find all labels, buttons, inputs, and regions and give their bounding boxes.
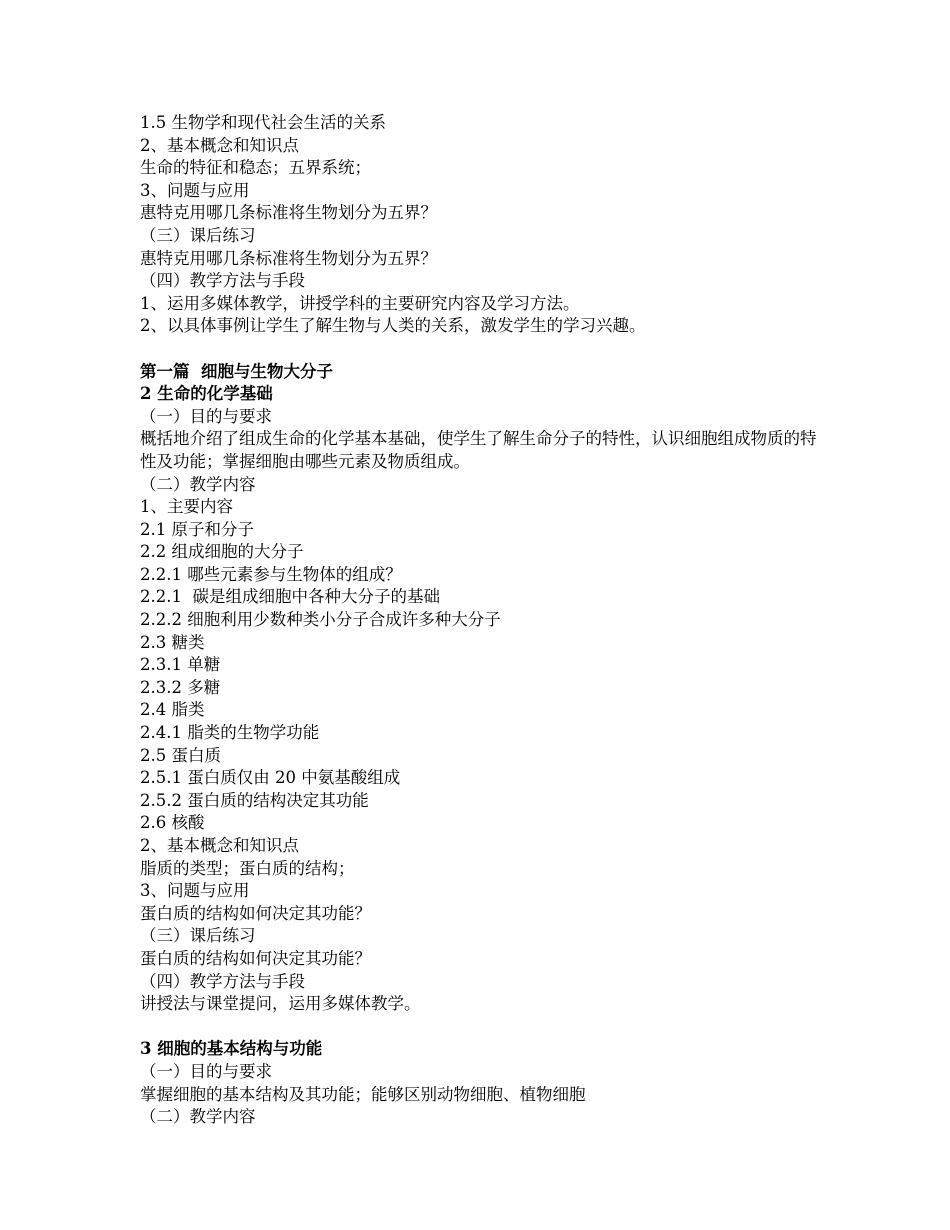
body-text: 蛋白质的结构如何决定其功能？ (140, 903, 371, 923)
outline-item: 2.2.1 哪些元素参与生物体的组成？ (140, 564, 402, 584)
subsection-heading: 2、基本概念和知识点 (140, 836, 299, 855)
subsection-heading: （一）目的与要求 (140, 1061, 272, 1081)
subsection-heading: （四）教学方法与手段 (140, 971, 305, 991)
subsection-heading: 3、问题与应用 (140, 881, 250, 901)
body-text: 掌握细胞的基本结构及其功能；能够区别动物细胞、植物细胞 (140, 1084, 586, 1104)
body-text: 蛋白质的结构如何决定其功能？ (140, 948, 371, 968)
chapter-title: 2 生命的化学基础 (140, 384, 273, 404)
part-title: 第一篇 细胞与生物大分子 (140, 361, 333, 381)
subsection-heading: （三）课后练习 (140, 926, 256, 946)
outline-item: 2.2 组成细胞的大分子 (140, 542, 304, 562)
outline-item: 2.3 糖类 (140, 632, 205, 652)
outline-item: 2.2.1 碳是组成细胞中各种大分子的基础 (140, 587, 440, 607)
outline-item: 2.2.2 细胞利用少数种类小分子合成许多种大分子 (140, 610, 501, 630)
document-page (140, 112, 820, 1129)
blank-line (140, 1016, 820, 1039)
outline-item: 2.1 原子和分子 (140, 519, 254, 539)
subsection-heading: 3、问题与应用 (140, 180, 250, 200)
outline-item: 2.5.2 蛋白质的结构决定其功能 (140, 790, 369, 810)
subsection-heading: （四）教学方法与手段 (140, 271, 305, 291)
body-text: 生命的特征和稳态；五界系统； (140, 158, 371, 178)
subsection-heading: （一）目的与要求 (140, 406, 272, 426)
outline-item: 2.3.2 多糖 (140, 677, 221, 697)
body-text: 脂质的类型；蛋白质的结构； (140, 858, 355, 878)
outline-item: 2.3.1 单糖 (140, 655, 221, 675)
subsection-heading: 2、基本概念和知识点 (140, 135, 299, 155)
outline-item: 2.5 蛋白质 (140, 745, 221, 765)
subsection-heading: 1、主要内容 (140, 497, 233, 517)
chapter-title: 3 细胞的基本结构与功能 (140, 1039, 323, 1059)
body-text: 讲授法与课堂提问，运用多媒体教学。 (140, 994, 421, 1014)
body-text: 2、以具体事例让学生了解生物与人类的关系，激发学生的学习兴趣。 (140, 316, 646, 336)
subsection-heading: （二）教学内容 (140, 474, 256, 494)
body-text: 惠特克用哪几条标准将生物划分为五界？ (140, 248, 437, 268)
subsection-heading: （三）课后练习 (140, 225, 256, 245)
section-heading: 1.5 生物学和现代社会生活的关系 (140, 113, 386, 132)
blank-line (140, 338, 820, 361)
subsection-heading: （二）教学内容 (140, 1107, 256, 1127)
outline-item: 2.4.1 脂类的生物学功能 (140, 723, 320, 743)
body-text: 惠特克用哪几条标准将生物划分为五界？ (140, 203, 437, 223)
body-text: 1、运用多媒体教学，讲授学科的主要研究内容及学习方法。 (140, 293, 580, 313)
outline-item: 2.4 脂类 (140, 700, 205, 720)
outline-item: 2.5.1 蛋白质仅由 20 中氨基酸组成 (140, 768, 401, 788)
body-paragraph: 概括地介绍了组成生命的化学基本基础，使学生了解生命分子的特性，认识细胞组成物质的特性及功能；掌握细胞由哪些元素及物质组成。 (140, 429, 817, 471)
outline-item: 2.6 核酸 (140, 813, 205, 833)
